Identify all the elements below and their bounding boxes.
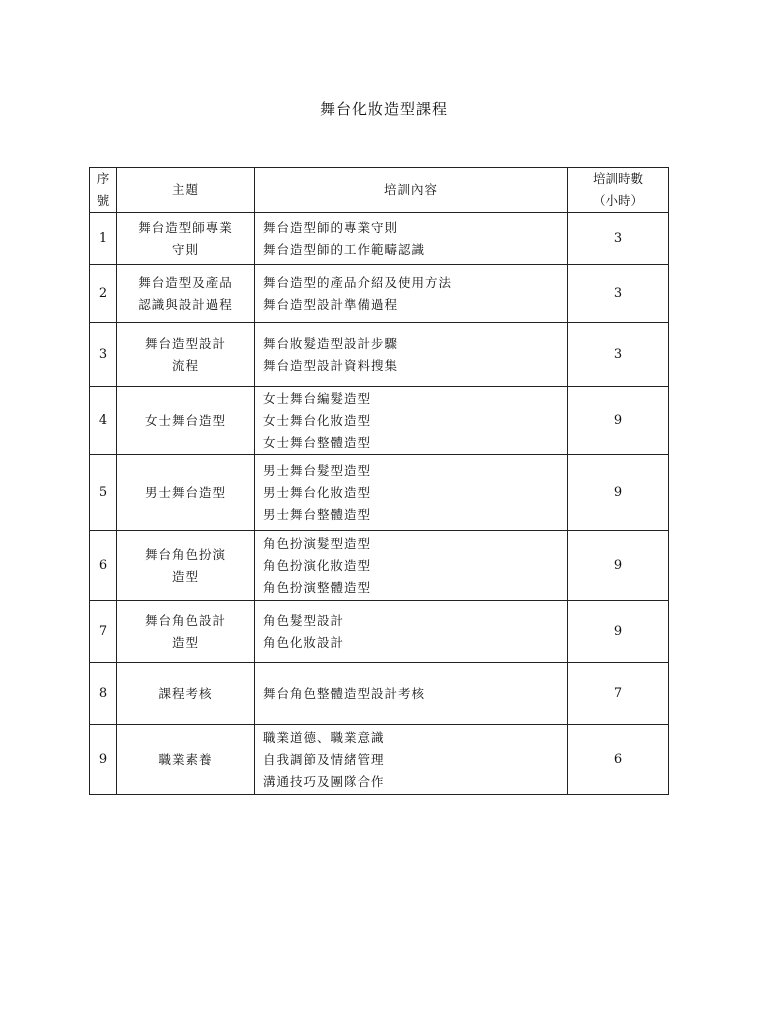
table-row [90, 265, 669, 323]
content-line: 角色化妝設計 [263, 634, 345, 650]
row-number: 1 [90, 213, 117, 265]
table-row [90, 387, 669, 455]
row-hours: 9 [568, 601, 669, 663]
row-content [255, 663, 568, 725]
content-line: 自我調節及情緒管理 [263, 751, 385, 767]
content-line: 角色扮演化妝造型 [263, 557, 372, 573]
row-hours: 9 [568, 455, 669, 531]
page-title: 舞台化妝造型課程 [319, 100, 448, 118]
row-content [255, 725, 568, 795]
topic-line: 舞台造型設計 [144, 335, 226, 351]
topic-line: 舞台造型及產品 [138, 274, 233, 290]
row-hours: 3 [568, 323, 669, 387]
row-hours: 3 [568, 213, 669, 265]
course-table [89, 167, 669, 795]
topic-line: 造型 [171, 634, 199, 650]
table-row [90, 455, 669, 531]
row-content [255, 323, 568, 387]
row-topic [117, 455, 255, 531]
content-line: 舞台妝髮造型設計步驟 [263, 335, 399, 351]
content-line: 職業道德、職業意識 [263, 729, 385, 745]
row-number: 7 [90, 601, 117, 663]
topic-line: 課程考核 [158, 685, 213, 701]
row-content [255, 387, 568, 455]
table-row [90, 531, 669, 601]
content-line: 角色扮演髮型造型 [263, 535, 372, 551]
row-number: 4 [90, 387, 117, 455]
row-number: 8 [90, 663, 117, 725]
topic-line: 流程 [171, 357, 199, 373]
row-topic [117, 663, 255, 725]
table-row [90, 663, 669, 725]
content-line: 舞台造型的產品介紹及使用方法 [263, 274, 453, 290]
topic-line: 舞台角色設計 [144, 612, 226, 628]
header-hours: 培訓時數 （小時） [568, 168, 669, 213]
row-hours: 6 [568, 725, 669, 795]
content-line: 舞台造型設計準備過程 [263, 296, 399, 312]
row-content [255, 455, 568, 531]
header-row [90, 168, 669, 213]
content-line: 男士舞台整體造型 [263, 506, 372, 522]
content-line: 溝通技巧及團隊合作 [263, 773, 385, 789]
header-no: 序 號 [90, 168, 117, 213]
topic-line: 男士舞台造型 [144, 484, 226, 500]
row-hours: 9 [568, 387, 669, 455]
header-topic: 主題 [117, 168, 255, 213]
row-content [255, 601, 568, 663]
content-line: 女士舞台編髮造型 [263, 390, 372, 406]
content-line: 女士舞台化妝造型 [263, 412, 372, 428]
row-topic [117, 601, 255, 663]
content-line: 男士舞台髮型造型 [263, 462, 372, 478]
content-line: 舞台造型師的工作範疇認識 [263, 241, 426, 257]
content-line: 男士舞台化妝造型 [263, 484, 372, 500]
row-topic [117, 725, 255, 795]
row-number: 9 [90, 725, 117, 795]
topic-line: 守則 [171, 241, 199, 257]
topic-line: 舞台角色扮演 [144, 546, 226, 562]
table-row [90, 725, 669, 795]
table-row [90, 323, 669, 387]
header-content: 培訓內容 [255, 168, 568, 213]
row-topic [117, 213, 255, 265]
table-row [90, 601, 669, 663]
content-line: 角色扮演整體造型 [263, 579, 372, 595]
row-hours: 9 [568, 531, 669, 601]
content-line: 角色髮型設計 [263, 612, 345, 628]
row-topic [117, 387, 255, 455]
row-number: 6 [90, 531, 117, 601]
content-line: 舞台角色整體造型設計考核 [263, 685, 426, 701]
row-content [255, 265, 568, 323]
topic-line: 認識與設計過程 [138, 296, 233, 312]
content-line: 女士舞台整體造型 [263, 434, 372, 450]
row-number: 2 [90, 265, 117, 323]
topic-line: 女士舞台造型 [144, 412, 226, 428]
row-topic [117, 323, 255, 387]
topic-line: 舞台造型師專業 [138, 219, 233, 235]
row-number: 3 [90, 323, 117, 387]
table-row [90, 213, 669, 265]
row-topic [117, 531, 255, 601]
table-body [90, 213, 669, 795]
row-number: 5 [90, 455, 117, 531]
row-hours: 7 [568, 663, 669, 725]
row-hours: 3 [568, 265, 669, 323]
topic-line: 職業素養 [158, 751, 213, 767]
topic-line: 造型 [171, 568, 199, 584]
content-line: 舞台造型師的專業守則 [263, 219, 399, 235]
row-topic [117, 265, 255, 323]
content-line: 舞台造型設計資料搜集 [263, 357, 399, 373]
row-content [255, 531, 568, 601]
row-content [255, 213, 568, 265]
